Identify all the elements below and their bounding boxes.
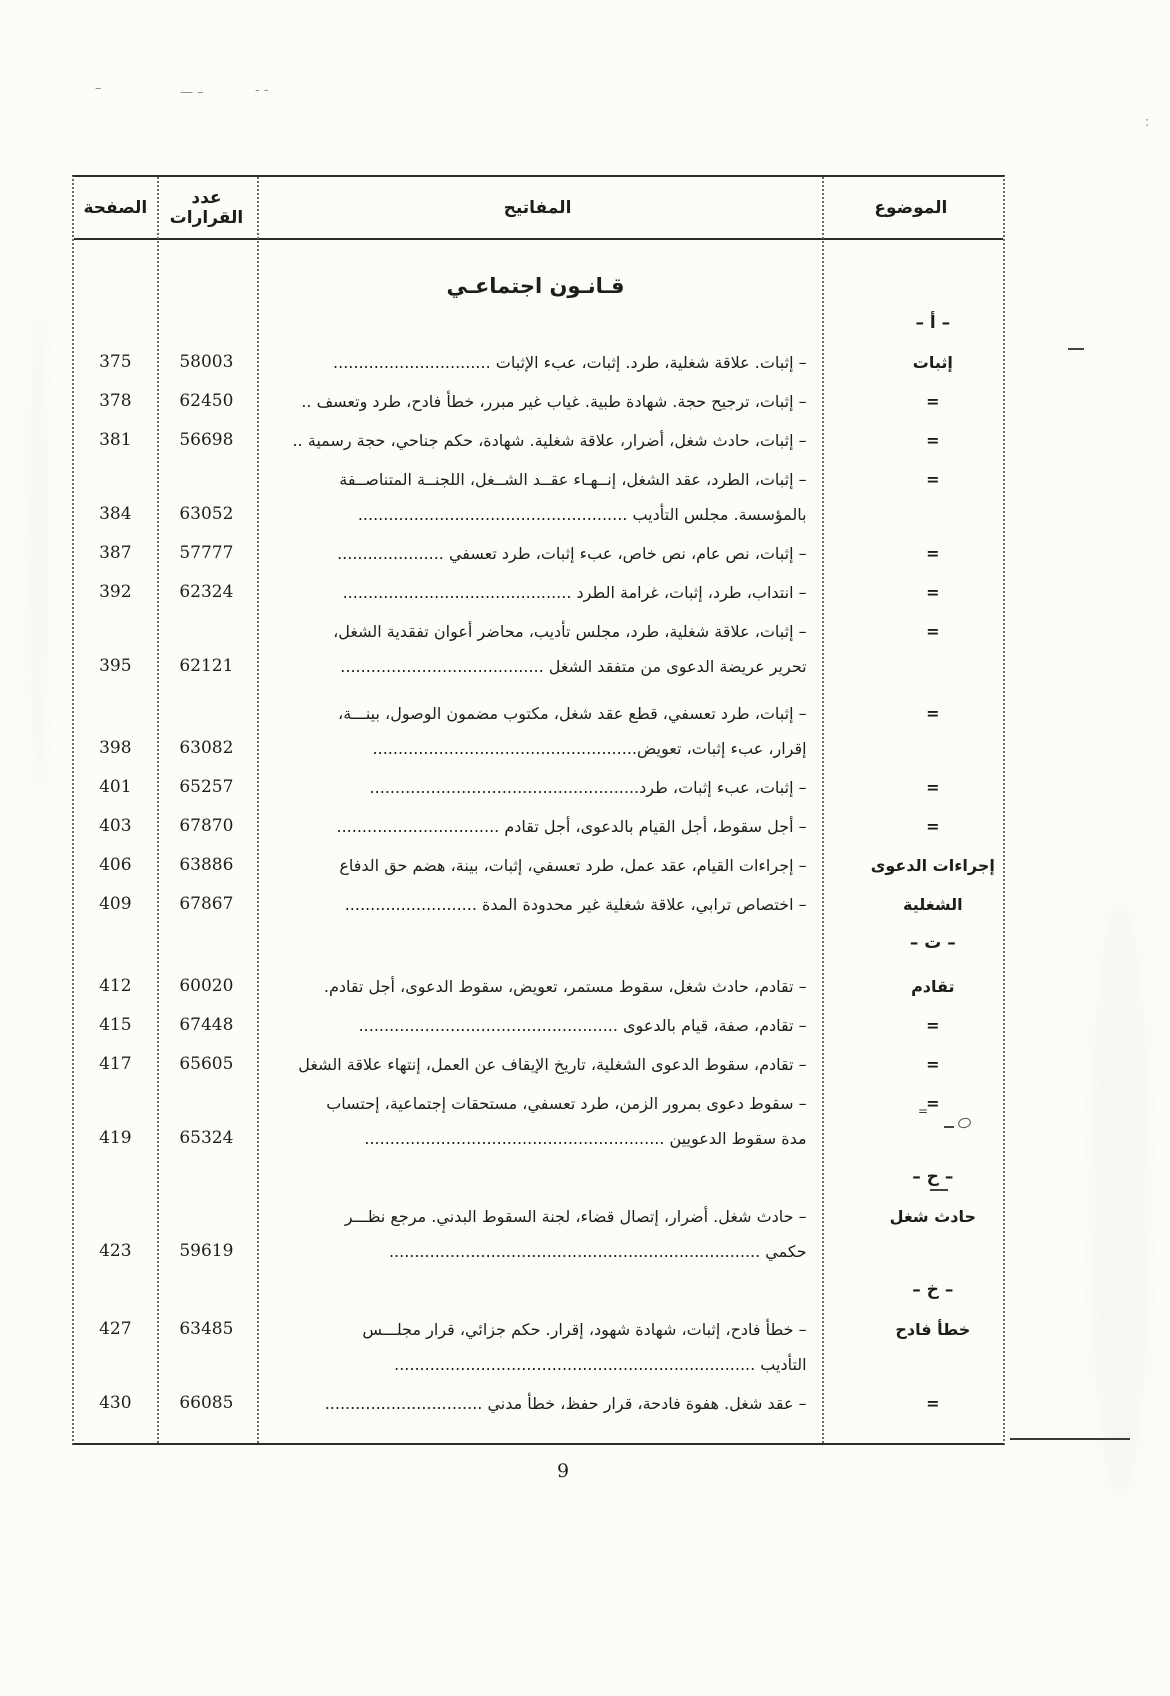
table-bottom-line-fragment xyxy=(1010,1438,1130,1440)
table-row xyxy=(74,575,1003,610)
decision-number-cell: 58003 xyxy=(179,352,234,372)
subject-cell: إثبات xyxy=(912,353,953,372)
keys-cell: – إثبات. علاقة شغلية، طرد. إثبات، عبء الإثبات ............................... xyxy=(333,353,807,372)
keys-cell: – تقادم، حادث شغل، سقوط مستمر، تعويض، سقوط الدعوى، أجل تقادم. xyxy=(323,977,807,996)
decision-number-cell: 65257 xyxy=(179,777,234,797)
decision-number-cell: 62121 xyxy=(179,656,234,676)
table-row xyxy=(74,848,1003,883)
section-header-row xyxy=(74,926,1003,961)
section-letter: – ح – xyxy=(912,1167,954,1187)
decision-number-cell: 67448 xyxy=(179,1015,234,1035)
page-number-cell: 378 xyxy=(99,391,132,411)
page-number-cell: 427 xyxy=(99,1319,132,1339)
table-row xyxy=(74,770,1003,805)
decision-number-cell: 62324 xyxy=(179,582,234,602)
header-page: الصفحة xyxy=(83,197,148,218)
table-row xyxy=(74,809,1003,844)
keys-cell: – إجراءات القيام، عقد عمل، طرد تعسفي، إثبات، بينة، هضم حق الدفاع xyxy=(339,856,807,875)
keys-cell: – عقد شغل. هفوة فادحة، قرار حفظ، خطأ مدني ............................... xyxy=(324,1394,807,1413)
section-header-row xyxy=(74,1160,1003,1195)
decision-number-cell: 65605 xyxy=(179,1054,234,1074)
table-body xyxy=(74,240,1003,1445)
keys-cell: – تقادم، صفة، قيام بالدعوى ................................................... xyxy=(358,1016,807,1035)
page-number-cell: 409 xyxy=(99,894,132,914)
table-row xyxy=(74,1199,1003,1269)
table-row xyxy=(74,1086,1003,1156)
subject-cell: = xyxy=(926,704,940,723)
page-number-cell: 401 xyxy=(99,777,132,797)
decision-number-cell: 63485 xyxy=(179,1319,234,1339)
margin-tick-mark: = xyxy=(918,1104,929,1118)
keys-cell: – اختصاص ترابي، علاقة شغلية غير محدودة المدة .......................... xyxy=(344,895,807,914)
keys-cell: – إثبات، ترجيح حجة. شهادة طبية. غياب غير مبرر، خطأ فادح، طرد وتعسف .. xyxy=(301,392,807,411)
page-number-cell: 381 xyxy=(99,430,132,450)
page-number-cell: 423 xyxy=(99,1241,132,1261)
subject-cell: = xyxy=(926,1016,940,1035)
section-letter: – أ – xyxy=(915,313,951,333)
table-row xyxy=(74,1312,1003,1382)
keys-cell: – إثبات، علاقة شغلية، طرد، مجلس تأديب، محاضر أعوان تفقدية الشغل، تحرير عريضة الدعوى من متفقد الشغل ........................................ xyxy=(333,622,807,676)
keys-cell: – إثبات، الطرد، عقد الشغل، إنــهـاء عقــد الشــغل، اللجنــة المتناصــفة بالمؤسسة. مجلس التأديب ..................................................... xyxy=(339,470,807,524)
decision-number-cell: 63886 xyxy=(179,855,234,875)
pencil-mark: — – xyxy=(180,85,204,100)
table-row xyxy=(74,384,1003,419)
page-number-cell: 415 xyxy=(99,1015,132,1035)
subject-cell: الشغلية xyxy=(903,895,963,914)
page-number-cell: 395 xyxy=(99,656,132,676)
table-row xyxy=(74,1008,1003,1043)
keys-cell: – أجل سقوط، أجل القيام بالدعوى، أجل تقادم ................................ xyxy=(336,817,807,836)
table-row xyxy=(74,423,1003,458)
margin-tick-mark xyxy=(944,1126,954,1128)
page-number-cell: 375 xyxy=(99,352,132,372)
table-row xyxy=(74,462,1003,532)
scan-smudge xyxy=(30,300,48,800)
subject-cell: تقادم xyxy=(911,977,955,996)
index-table xyxy=(72,175,1005,1445)
keys-cell: – تقادم، سقوط الدعوى الشغلية، تاريخ الإيقاف عن العمل، إنتهاء علاقة الشغل xyxy=(298,1055,807,1074)
subject-cell: = xyxy=(926,392,940,411)
decision-number-cell: 67867 xyxy=(179,894,234,914)
page-number-cell: 384 xyxy=(99,504,132,524)
keys-cell: – سقوط دعوى بمرور الزمن، طرد تعسفي، مستحقات إجتماعية، إحتساب مدة سقوط الدعويين ........................................................... xyxy=(326,1094,807,1148)
pencil-mark: : xyxy=(1145,115,1150,130)
page-number-cell: 403 xyxy=(99,816,132,836)
keys-cell: – إثبات، طرد تعسفي، قطع عقد شغل، مكتوب مضمون الوصول، بينـــة، إقرار، عبء إثبات، تعويض.................................................... xyxy=(338,704,807,758)
subject-cell: = xyxy=(926,1055,940,1074)
table-row xyxy=(74,614,1003,684)
decision-number-cell: 57777 xyxy=(179,543,234,563)
section-header-row xyxy=(74,1273,1003,1308)
keys-cell: – إثبات، حادث شغل، أضرار، علاقة شغلية. شهادة، حكم جناحي، حجة رسمية .. xyxy=(292,431,807,450)
table-row xyxy=(74,1047,1003,1082)
subject-cell: خطأ فادح xyxy=(895,1320,971,1339)
subject-cell: = xyxy=(926,1094,940,1113)
header-decision-count xyxy=(157,188,257,228)
keys-cell: – إثبات، نص عام، نص خاص، عبء إثبات، طرد تعسفي ..................... xyxy=(337,544,807,563)
margin-tick-mark xyxy=(1068,348,1084,350)
header-decision-count-line2: القرارات xyxy=(169,207,244,228)
page-number-cell: 419 xyxy=(99,1128,132,1148)
subject-cell: = xyxy=(926,544,940,563)
decision-number-cell: 63082 xyxy=(179,738,234,758)
decision-number-cell: 66085 xyxy=(179,1393,234,1413)
page-number-cell: 387 xyxy=(99,543,132,563)
decision-number-cell: 56698 xyxy=(179,430,234,450)
keys-cell: – إثبات، عبء إثبات، طرد..................................................... xyxy=(369,778,807,797)
decision-number-cell: 63052 xyxy=(179,504,234,524)
header-decision-count-line1: عدد xyxy=(191,187,222,208)
section-header-row xyxy=(74,306,1003,341)
header-keys: المفاتيح xyxy=(503,197,572,218)
subject-cell: إجراءات الدعوى xyxy=(870,856,995,875)
table-row xyxy=(74,536,1003,571)
page-number: 9 xyxy=(556,1460,570,1482)
keys-cell: – حادث شغل. أضرار، إتصال قضاء، لجنة السقوط البدني. مرجع نظـــر حكمي ......................................................................... xyxy=(344,1207,807,1261)
subject-cell: = xyxy=(926,1394,940,1413)
margin-tick-mark xyxy=(930,1189,948,1191)
law-section-title: قـانـون اجتماعـي xyxy=(446,274,625,298)
decision-number-cell: 65324 xyxy=(179,1128,234,1148)
section-letter: – ت – xyxy=(909,933,956,953)
page-number-cell: 412 xyxy=(99,976,132,996)
section-letter: – خ – xyxy=(912,1280,954,1300)
subject-cell: = xyxy=(926,622,940,641)
decision-number-cell: 60020 xyxy=(179,976,234,996)
page-number-cell: 430 xyxy=(99,1393,132,1413)
table-row xyxy=(74,345,1003,380)
header-subject: الموضوع xyxy=(874,197,948,218)
decision-number-cell: 62450 xyxy=(179,391,234,411)
page-number-cell: 392 xyxy=(99,582,132,602)
decision-number-cell: 67870 xyxy=(179,816,234,836)
keys-cell: – انتداب، طرد، إثبات، غرامة الطرد ............................................. xyxy=(342,583,807,602)
table-row xyxy=(74,1386,1003,1421)
subject-cell: = xyxy=(926,778,940,797)
subject-cell: = xyxy=(926,583,940,602)
table-row xyxy=(74,969,1003,1004)
keys-cell: – خطأ فادح، إثبات، شهادة شهود، إقرار. حكم جزائي، قرار مجلـــس التأديب ....................................................................... xyxy=(362,1320,807,1374)
subject-cell: = xyxy=(926,817,940,836)
table-row xyxy=(74,887,1003,922)
page-number-cell: 398 xyxy=(99,738,132,758)
subject-cell: = xyxy=(926,470,940,489)
table-row xyxy=(74,696,1003,766)
subject-cell: = xyxy=(926,431,940,450)
table-header-row xyxy=(74,177,1003,240)
scan-smudge xyxy=(1090,900,1150,1500)
page-number-cell: 406 xyxy=(99,855,132,875)
decision-number-cell: 59619 xyxy=(179,1241,234,1261)
subject-cell: حادث شغل xyxy=(889,1207,977,1226)
pencil-mark: – xyxy=(95,81,102,96)
pencil-mark: - - xyxy=(255,83,269,98)
page-number-cell: 417 xyxy=(99,1054,132,1074)
